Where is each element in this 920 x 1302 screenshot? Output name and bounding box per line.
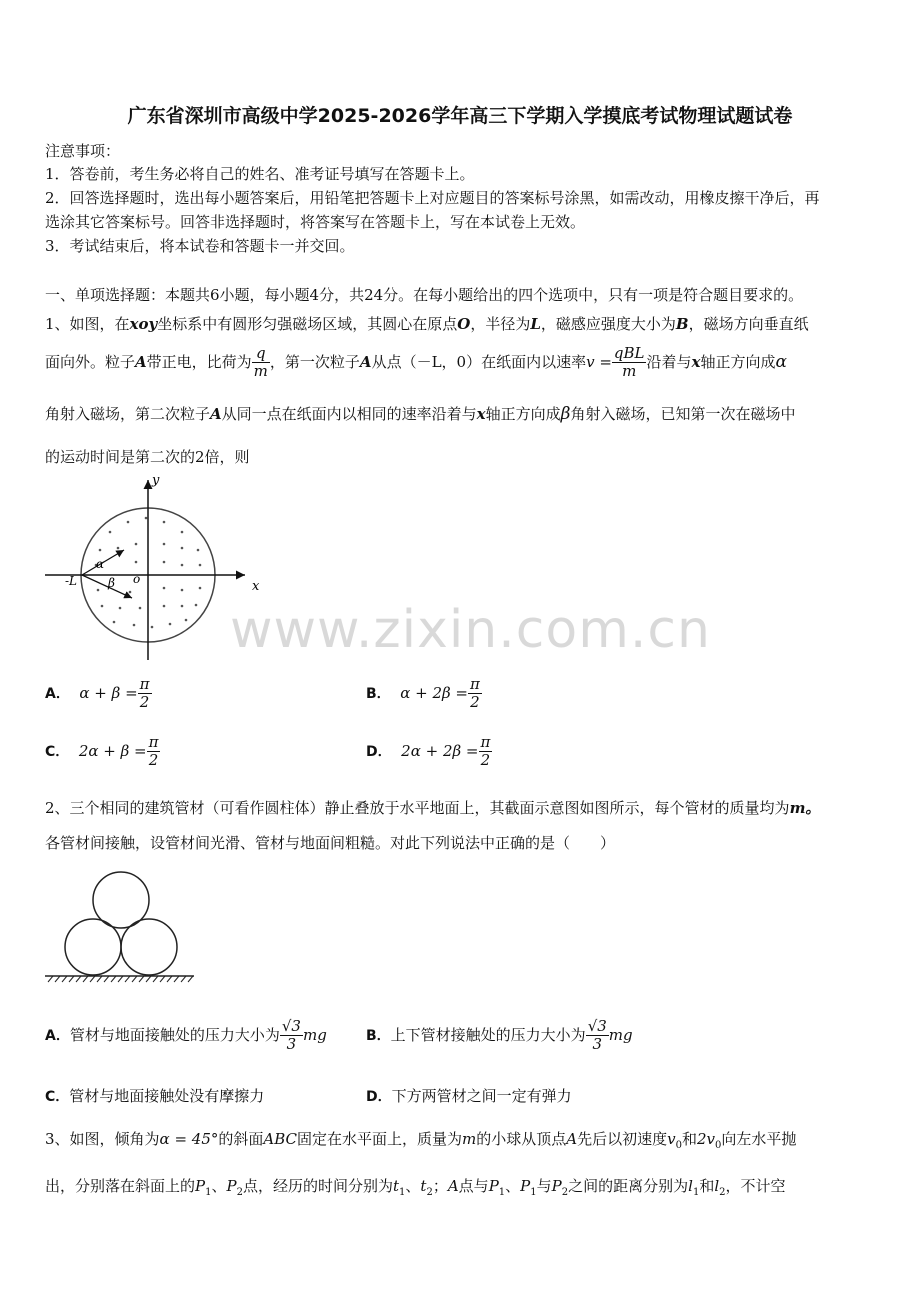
watermark: www.zixin.com.cn — [230, 600, 711, 660]
q2-line-2: 各管材间接触，设管材间光滑、管材与地面间粗糙。对此下列说法中正确的是（ ） — [45, 834, 616, 852]
pipe-top — [93, 872, 149, 928]
notice-item-1: 1．答卷前，考生务必将自己的姓名、准考证号填写在答题卡上。 — [45, 165, 475, 183]
q1-line-1: 1、如图，在xoy坐标系中有圆形匀强磁场区域，其圆心在原点O，半径为L，磁感应强度大小为B，磁场方向垂直纸 — [45, 315, 809, 333]
neg-L-label: -L — [65, 574, 78, 588]
notice-item-2-cont: 选涂其它答案标号。回答非选择题时，将答案写在答题卡上，写在本试卷上无效。 — [45, 213, 586, 231]
notice-item-3: 3．考试结束后，将本试卷和答题卡一并交回。 — [45, 237, 355, 255]
q2-line-1: 2、三个相同的建筑管材（可看作圆柱体）静止叠放于水平地面上，其截面示意图如图所示，每个管材的质量均为m。 — [45, 799, 821, 817]
beta-label: β — [108, 576, 115, 590]
origin-label: o — [133, 572, 141, 586]
notice-item-2: 2．回答选择题时，选出每小题答案后，用铅笔把答题卡上对应题目的答案标号涂黑，如需改动，用橡皮擦干净后，再 — [45, 189, 820, 207]
q2-option-b[interactable]: B．上下管材接触处的压力大小为 $\frac{√3}{3}$ mg — [366, 1017, 633, 1054]
section-heading: 一、单项选择题：本题共6小题，每小题4分，共24分。在每小题给出的四个选项中，只有一项是符合题目要求的。 — [45, 286, 804, 304]
velocity-beta-arrow — [82, 575, 132, 598]
notice-heading: 注意事项： — [45, 142, 121, 160]
q1-line-3: 角射入磁场，第二次粒子A从同一点在纸面内以相同的速率沿着与x轴正方向成β角射入磁场，已知第一次在磁场中 — [45, 404, 796, 424]
x-label: x — [252, 579, 260, 594]
charge-mass-ratio: $\frac{q}{m}$ — [253, 344, 268, 381]
q1-line-4: 的运动时间是第二次的2倍，则 — [45, 448, 250, 466]
page-title: 广东省深圳市高级中学2025-2026学年高三下学期入学摸底考试物理试题试卷 — [127, 105, 793, 127]
pipes-figure — [42, 870, 202, 988]
q1-line-2: 面向外。粒子A带正电，比荷为 $\frac{q}{m}$ ，第一次粒子A从点（－L，0）在纸面内以速率v = $\frac{\text{qBL}}{m}$ 沿着与x轴正方向成α — [45, 344, 787, 381]
q1-option-c[interactable]: C． 2α + β = $\frac{\pi}{2}$ — [45, 733, 159, 770]
alpha-label: α — [96, 557, 105, 571]
y-label: y — [152, 473, 160, 488]
q2-option-a[interactable]: A．管材与地面接触处的压力大小为 $\frac{√3}{3}$ mg — [45, 1017, 327, 1054]
q2-option-d[interactable]: D．下方两管材之间一定有弹力 — [366, 1087, 572, 1105]
q2-option-c[interactable]: C．管材与地面接触处没有摩擦力 — [45, 1087, 265, 1105]
q1-option-d[interactable]: D． 2α + 2β = $\frac{\pi}{2}$ — [366, 733, 491, 770]
q1-option-b[interactable]: B． α + 2β = $\frac{\pi}{2}$ — [366, 675, 480, 712]
q3-line-2: 出，分别落在斜面上的$P_1$、$P_2$点，经历的时间分别为$t_1$、$t_2$；A点与$P_1$、$P_1$与$P_2$之间的距离分别为$l_1$和$l_2$，不计空 — [45, 1177, 786, 1198]
speed-fraction: $\frac{\text{qBL}}{m}$ — [613, 344, 645, 381]
q1-option-a[interactable]: A． α + β = $\frac{\pi}{2}$ — [45, 675, 150, 712]
q3-line-1: 3、如图，倾角为α = 45°的斜面ABC固定在水平面上，质量为m的小球从顶点A先后以初速度$v_0$和$2v_0$向左水平抛 — [45, 1130, 797, 1151]
